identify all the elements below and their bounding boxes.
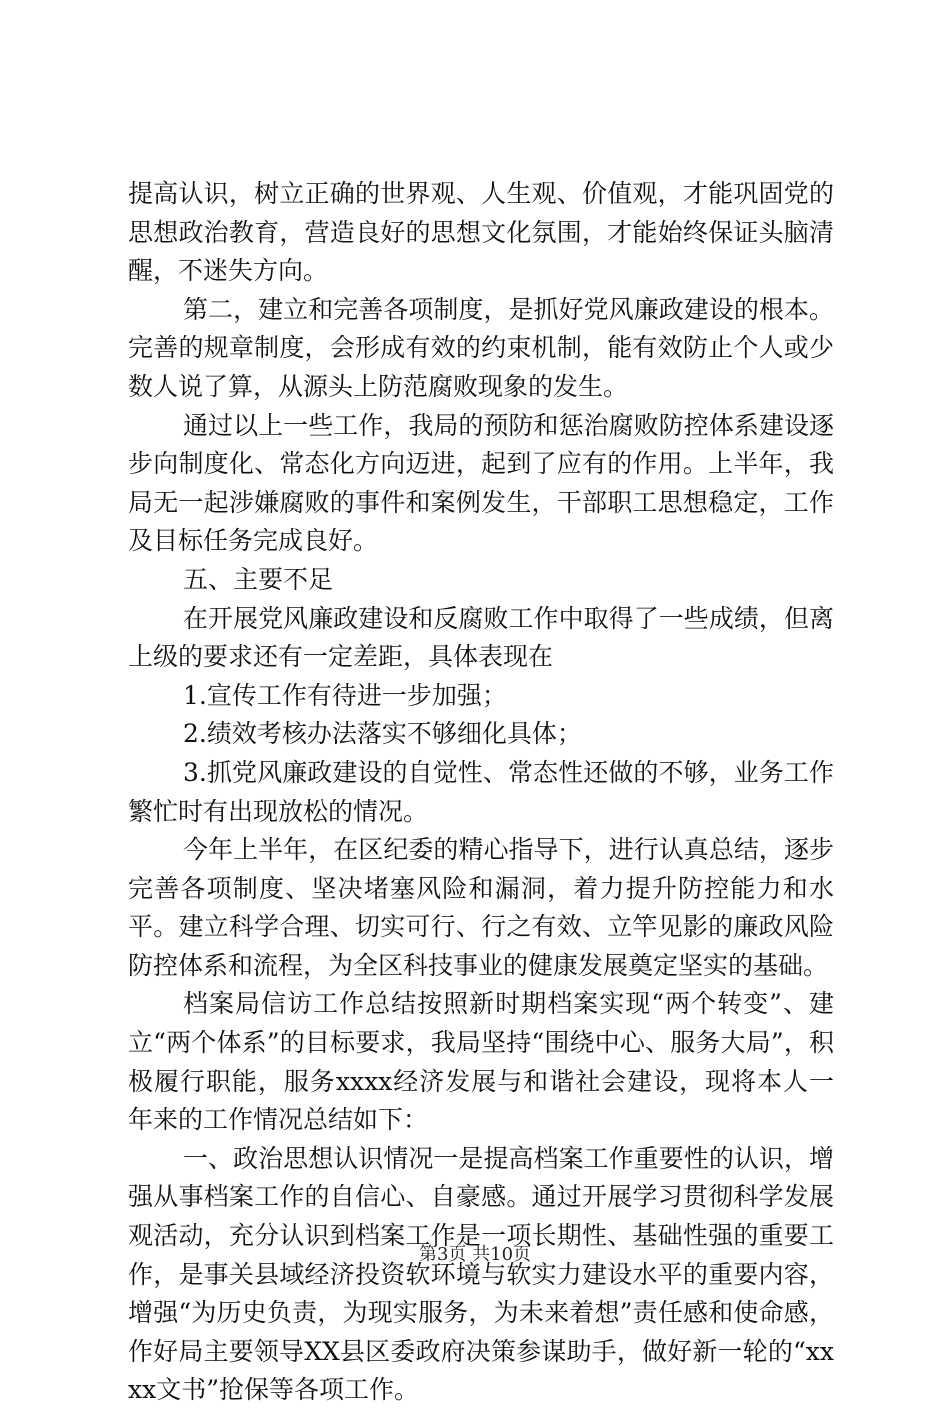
paragraph-3: 通过以上一些工作，我局的预防和惩治腐败防控体系建设逐步向制度化、常态化方向迈进，起到了应有的作用。上半年，我局无一起涉嫌腐败的事件和案例发生，干部职工思想稳定，工作及目标任务完成良好。	[128, 410, 834, 556]
document-body	[128, 175, 834, 1410]
paragraph-1: 提高认识，树立正确的世界观、人生观、价值观，才能巩固党的思想政治教育，营造良好的思想文化氛围，才能始终保证头脑清醒，不迷失方向。	[128, 179, 834, 286]
list-item-2: 2.绩效考核办法落实不够细化具体；	[183, 719, 582, 749]
page-number: 第3页 共10页	[418, 1244, 532, 1265]
section-heading-shortcomings: 五、主要不足	[183, 564, 334, 594]
list-item-1: 1.宣传工作有待进一步加强；	[183, 680, 507, 710]
list-item-3: 3.抓党风廉政建设的自觉性、常态性还做的不够，业务工作繁忙时有出现放松的情况。	[128, 757, 834, 826]
paragraph-10: 档案局信访工作总结按照新时期档案实现“两个转变”、建立“两个体系”的目标要求，我局坚持“围绕中心、服务大局”，积极履行职能，服务xxxx经济发展与和谐社会建设，现将本人一年来的工作情况总结如下：	[128, 989, 834, 1135]
paragraph-5: 在开展党风廉政建设和反腐败工作中取得了一些成绩，但离上级的要求还有一定差距，具体表现在	[128, 603, 834, 672]
paragraph-9: 今年上半年，在区纪委的精心指导下，进行认真总结，逐步完善各项制度、坚决堵塞风险和漏洞，着力提升防控能力和水平。建立科学合理、切实可行、行之有效、立竿见影的廉政风险防控体系和流程，为全区科技事业的健康发展奠定坚实的基础。	[128, 835, 834, 980]
paragraph-2: 第二，建立和完善各项制度，是抓好党风廉政建设的根本。完善的规章制度，会形成有效的约束机制，能有效防止个人或少数人说了算，从源头上防范腐败现象的发生。	[128, 294, 834, 401]
paragraph-11: 一、政治思想认识情况一是提高档案工作重要性的认识，增强从事档案工作的自信心、自豪感。通过开展学习贯彻科学发展观活动，充分认识到档案工作是一项长期性、基础性强的重要工作，是事关县域经济投资软环境与软实力建设水平的重要内容，增强“为历史负责，为现实服务，为未来着想”责任感和使命感，作好局主要领导XX县区委政府决策参谋助手，做好新一轮的“xxxx文书”抢保等各项工作。	[128, 1143, 834, 1405]
